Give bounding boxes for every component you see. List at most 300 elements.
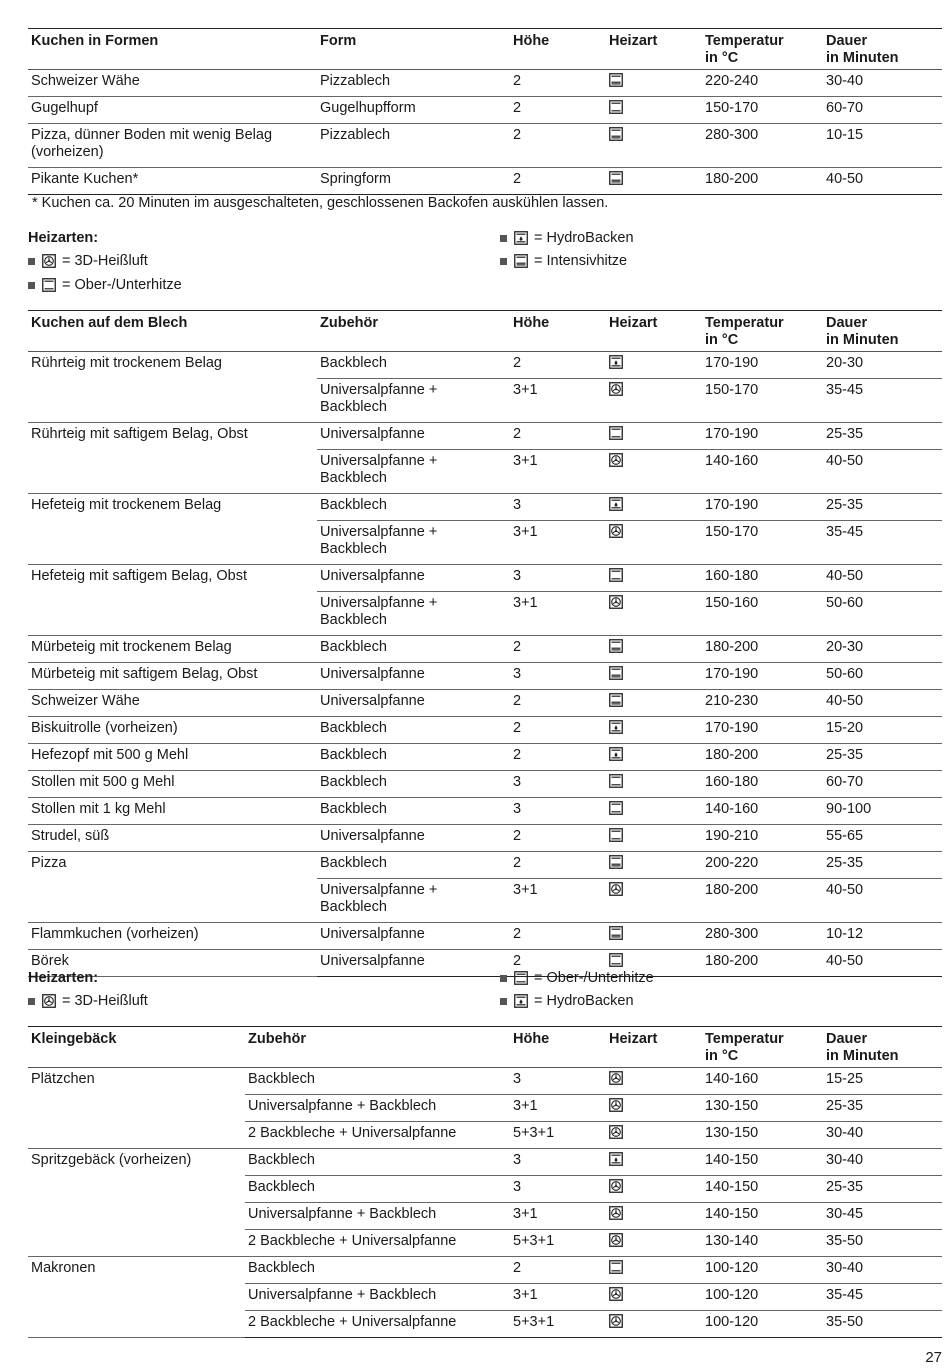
- cell-zubehoer: Universalpfanne + Backblech: [320, 595, 438, 628]
- table-row: [28, 352, 942, 379]
- cell-hoehe: 3+1: [513, 453, 538, 469]
- heizart-cell: [606, 879, 702, 923]
- cell-dauer: 90-100: [826, 801, 872, 817]
- heizart-cell: [606, 825, 702, 852]
- cell-temperatur: 280-300: [705, 926, 759, 942]
- cell-dauer: 25-35: [826, 747, 864, 763]
- table-row: [28, 825, 942, 852]
- bullet-icon: [28, 282, 35, 289]
- cell-hoehe: 2: [513, 1260, 522, 1276]
- table-row: [28, 744, 942, 771]
- heizart-cell: [606, 1149, 702, 1176]
- cell-temperatur: 170-190: [705, 426, 759, 442]
- cell-dauer: 50-60: [826, 595, 864, 611]
- column-header: Höhe: [513, 1031, 550, 1047]
- cell-temperatur: 200-220: [705, 855, 759, 871]
- cell-zubehoer: Universalpfanne + Backblech: [320, 524, 438, 557]
- cell-name: Strudel, süß: [28, 825, 317, 852]
- heizart-cell: [606, 663, 702, 690]
- cell-dauer: 25-35: [826, 1098, 864, 1114]
- cell-name: Pikante Kuchen*: [31, 171, 139, 187]
- cell-dauer: 25-35: [826, 426, 864, 442]
- heizart-cell: [606, 771, 702, 798]
- cell-temperatur: 140-150: [705, 1206, 759, 1222]
- cell-dauer: 10-12: [826, 926, 864, 942]
- cell-name: Hefeteig mit saftigem Belag, Obst: [28, 565, 317, 636]
- cell-dauer: 55-65: [826, 828, 864, 844]
- cell-temperatur: 130-140: [705, 1233, 759, 1249]
- cell-temperatur: 180-200: [705, 747, 759, 763]
- column-header: Zubehör: [248, 1031, 306, 1047]
- 3d-heissluft-icon: [609, 382, 623, 396]
- cell-dauer: 30-40: [826, 1260, 864, 1276]
- cell-temperatur: 150-170: [705, 100, 759, 116]
- cell-name: Flammkuchen (vorheizen): [28, 923, 317, 950]
- heizart-cell: [606, 379, 702, 423]
- ober-unterhitze-icon: [609, 774, 623, 788]
- 3d-heissluft-icon: [609, 595, 623, 609]
- table-row: [28, 690, 942, 717]
- cell-temperatur: 140-160: [705, 1071, 759, 1087]
- column-header: Höhe: [513, 33, 550, 49]
- cell-dauer: 60-70: [826, 774, 864, 790]
- cell-name: Schweizer Wähe: [28, 690, 317, 717]
- cell-hoehe: 3: [513, 1152, 522, 1168]
- heizart-cell: [606, 1284, 702, 1311]
- 3d-heissluft-icon: [609, 524, 623, 538]
- legend-item: [500, 230, 634, 246]
- cell-hoehe: 3: [513, 801, 522, 817]
- heizart-cell: [606, 168, 702, 195]
- column-header: Heizart: [609, 315, 658, 331]
- bullet-icon: [28, 998, 35, 1005]
- heizart-cell: [606, 1230, 702, 1257]
- cell-hoehe: 3: [513, 774, 522, 790]
- cell-name: Makronen: [28, 1257, 245, 1338]
- ober-unterhitze-icon: [514, 971, 528, 985]
- cell-dauer: 30-40: [826, 1152, 864, 1168]
- cell-zubehoer: Backblech: [320, 720, 387, 736]
- cell-dauer: 40-50: [826, 453, 864, 469]
- cell-hoehe: 3+1: [513, 882, 538, 898]
- cell-zubehoer: Backblech: [320, 639, 387, 655]
- page-number: 27: [925, 1349, 942, 1366]
- ober-unterhitze-icon: [609, 426, 623, 440]
- cell-zubehoer: Universalpfanne + Backblech: [248, 1206, 437, 1222]
- table-row: [28, 717, 942, 744]
- bullet-icon: [28, 258, 35, 265]
- heizart-cell: [606, 521, 702, 565]
- cell-name: Hefeteig mit trockenem Belag: [28, 494, 317, 565]
- cell-name: Mürbeteig mit saftigem Belag, Obst: [28, 663, 317, 690]
- cell-hoehe: 2: [513, 100, 522, 116]
- column-header: Temperatur in °C: [705, 33, 784, 66]
- cell-zubehoer: Universalpfanne: [320, 953, 425, 969]
- cell-hoehe: 3: [513, 1179, 522, 1195]
- cell-temperatur: 170-190: [705, 355, 759, 371]
- cell-temperatur: 190-210: [705, 828, 759, 844]
- cell-name: Stollen mit 500 g Mehl: [28, 771, 317, 798]
- cell-temperatur: 180-200: [705, 953, 759, 969]
- 3d-heissluft-icon: [42, 254, 56, 268]
- column-header: Heizart: [609, 1031, 658, 1047]
- cell-temperatur: 180-200: [705, 639, 759, 655]
- heizart-cell: [606, 1122, 702, 1149]
- cell-temperatur: 280-300: [705, 127, 759, 143]
- table-row: [28, 923, 942, 950]
- legend-label: = 3D-Heißluft: [62, 253, 148, 269]
- cell-dauer: 15-25: [826, 1071, 864, 1087]
- bullet-icon: [500, 998, 507, 1005]
- heizart-cell: [606, 97, 702, 124]
- cell-hoehe: 3: [513, 568, 522, 584]
- column-header: Zubehör: [320, 315, 378, 331]
- cell-zubehoer: Universalpfanne: [320, 426, 425, 442]
- cell-zubehoer: Universalpfanne: [320, 828, 425, 844]
- cell-name: Pizza: [28, 852, 317, 923]
- column-header: Kuchen auf dem Blech: [31, 315, 188, 331]
- cell-zubehoer: Universalpfanne: [320, 568, 425, 584]
- legend-item: [28, 253, 148, 269]
- cell-name: Rührteig mit trockenem Belag: [28, 352, 317, 423]
- table-row: [28, 124, 942, 168]
- column-header: Kleingebäck: [31, 1031, 117, 1047]
- cell-temperatur: 210-230: [705, 693, 759, 709]
- cell-hoehe: 3: [513, 497, 522, 513]
- cell-dauer: 50-60: [826, 666, 864, 682]
- heizart-cell: [606, 565, 702, 592]
- intensivhitze-icon: [609, 855, 623, 869]
- table-row: [28, 97, 942, 124]
- ober-unterhitze-icon: [609, 100, 623, 114]
- cell-temperatur: 100-120: [705, 1260, 759, 1276]
- 3d-heissluft-icon: [609, 1125, 623, 1139]
- cell-zubehoer: Backblech: [248, 1260, 315, 1276]
- cell-zubehoer: Backblech: [248, 1152, 315, 1168]
- table-row: [28, 663, 942, 690]
- bullet-icon: [500, 975, 507, 982]
- cell-dauer: 25-35: [826, 497, 864, 513]
- legend-item: [500, 253, 627, 269]
- table-row: [28, 1257, 942, 1284]
- 3d-heissluft-icon: [609, 1233, 623, 1247]
- intensivhitze-icon: [514, 254, 528, 268]
- cell-hoehe: 2: [513, 639, 522, 655]
- cell-zubehoer: Universalpfanne + Backblech: [320, 453, 438, 486]
- intensivhitze-icon: [609, 926, 623, 940]
- cell-hoehe: 5+3+1: [513, 1233, 555, 1249]
- hydrobacken-icon: [514, 231, 528, 245]
- cell-dauer: 15-20: [826, 720, 864, 736]
- 3d-heissluft-icon: [609, 1071, 623, 1085]
- cell-temperatur: 150-160: [705, 595, 759, 611]
- column-header: Form: [320, 33, 357, 49]
- column-header: Höhe: [513, 315, 550, 331]
- heizart-cell: [606, 592, 702, 636]
- cell-dauer: 25-35: [826, 855, 864, 871]
- cell-hoehe: 3+1: [513, 1206, 538, 1222]
- table-row: [28, 636, 942, 663]
- cell-name: Schweizer Wähe: [31, 73, 140, 89]
- cell-hoehe: 2: [513, 171, 522, 187]
- cell-dauer: 35-45: [826, 524, 864, 540]
- cell-dauer: 35-45: [826, 382, 864, 398]
- cell-dauer: 40-50: [826, 882, 864, 898]
- table-header-row: [28, 311, 942, 352]
- cell-hoehe: 3: [513, 1071, 522, 1087]
- cell-temperatur: 140-150: [705, 1179, 759, 1195]
- cell-zubehoer: 2 Backbleche + Universalpfanne: [248, 1233, 457, 1249]
- cell-dauer: 60-70: [826, 100, 864, 116]
- table-kuchen-auf-dem-blech: [28, 310, 942, 977]
- heizart-cell: [606, 450, 702, 494]
- cell-temperatur: 180-200: [705, 171, 759, 187]
- cell-name: Rührteig mit saftigem Belag, Obst: [28, 423, 317, 494]
- footnote: * Kuchen ca. 20 Minuten im ausgeschalteten, geschlossenen Backofen auskühlen lassen.: [32, 195, 609, 211]
- legend-label: = Ober-/Unterhitze: [534, 970, 654, 986]
- 3d-heissluft-icon: [609, 1314, 623, 1328]
- hydrobacken-icon: [609, 747, 623, 761]
- cell-temperatur: 130-150: [705, 1098, 759, 1114]
- hydrobacken-icon: [609, 720, 623, 734]
- 3d-heissluft-icon: [609, 882, 623, 896]
- cell-zubehoer: Backblech: [248, 1071, 315, 1087]
- heizart-cell: [606, 1203, 702, 1230]
- cell-temperatur: 150-170: [705, 382, 759, 398]
- table-row: [28, 423, 942, 450]
- cell-temperatur: 170-190: [705, 497, 759, 513]
- table-row: [28, 168, 942, 195]
- cell-temperatur: 140-160: [705, 453, 759, 469]
- 3d-heissluft-icon: [609, 1179, 623, 1193]
- cell-dauer: 40-50: [826, 693, 864, 709]
- cell-form: Pizzablech: [320, 73, 391, 89]
- cell-temperatur: 150-170: [705, 524, 759, 540]
- column-header: Temperatur in °C: [705, 1031, 784, 1064]
- cell-dauer: 35-45: [826, 1287, 864, 1303]
- heizart-cell: [606, 717, 702, 744]
- legend-item: [28, 277, 182, 293]
- cell-hoehe: 2: [513, 127, 522, 143]
- ober-unterhitze-icon: [609, 1260, 623, 1274]
- cell-hoehe: 2: [513, 855, 522, 871]
- cell-zubehoer: Backblech: [248, 1179, 315, 1195]
- cell-name: Mürbeteig mit trockenem Belag: [28, 636, 317, 663]
- heizart-cell: [606, 923, 702, 950]
- cell-temperatur: 170-190: [705, 720, 759, 736]
- cell-zubehoer: Backblech: [320, 774, 387, 790]
- 3d-heissluft-icon: [42, 994, 56, 1008]
- table-row: [28, 1068, 942, 1095]
- cell-hoehe: 2: [513, 747, 522, 763]
- table-header-row: [28, 1027, 942, 1068]
- cell-temperatur: 160-180: [705, 774, 759, 790]
- legend-item: [28, 993, 148, 1009]
- cell-name: Stollen mit 1 kg Mehl: [28, 798, 317, 825]
- heizart-cell: [606, 852, 702, 879]
- cell-form: Gugelhupfform: [320, 100, 416, 116]
- cell-name: Pizza, dünner Boden mit wenig Belag (vorheizen): [31, 127, 273, 160]
- heizart-cell: [606, 494, 702, 521]
- cell-dauer: 40-50: [826, 953, 864, 969]
- cell-form: Springform: [320, 171, 391, 187]
- heizart-cell: [606, 124, 702, 168]
- cell-zubehoer: Universalpfanne + Backblech: [320, 882, 438, 915]
- legend-item: [500, 970, 654, 986]
- ober-unterhitze-icon: [609, 953, 623, 967]
- cell-dauer: 30-40: [826, 1125, 864, 1141]
- cell-zubehoer: Universalpfanne: [320, 666, 425, 682]
- 3d-heissluft-icon: [609, 1098, 623, 1112]
- cell-hoehe: 3: [513, 666, 522, 682]
- cell-hoehe: 2: [513, 426, 522, 442]
- cell-zubehoer: Universalpfanne: [320, 693, 425, 709]
- column-header: Temperatur in °C: [705, 315, 784, 348]
- 3d-heissluft-icon: [609, 453, 623, 467]
- cell-hoehe: 2: [513, 720, 522, 736]
- intensivhitze-icon: [609, 171, 623, 185]
- hydrobacken-icon: [609, 355, 623, 369]
- cell-dauer: 30-45: [826, 1206, 864, 1222]
- cell-hoehe: 2: [513, 355, 522, 371]
- cell-zubehoer: Backblech: [320, 801, 387, 817]
- intensivhitze-icon: [609, 666, 623, 680]
- cell-hoehe: 2: [513, 73, 522, 89]
- cell-zubehoer: Universalpfanne + Backblech: [320, 382, 438, 415]
- cell-zubehoer: Backblech: [320, 355, 387, 371]
- cell-hoehe: 5+3+1: [513, 1314, 555, 1330]
- cell-dauer: 25-35: [826, 1179, 864, 1195]
- cell-dauer: 30-40: [826, 73, 864, 89]
- legend-title: Heizarten:: [28, 230, 99, 246]
- cell-zubehoer: Universalpfanne + Backblech: [248, 1098, 437, 1114]
- cell-zubehoer: Backblech: [320, 497, 387, 513]
- ober-unterhitze-icon: [609, 568, 623, 582]
- table-kleingebaeck: [28, 1026, 942, 1338]
- cell-temperatur: 180-200: [705, 882, 759, 898]
- table-row: [28, 771, 942, 798]
- hydrobacken-icon: [609, 1152, 623, 1166]
- cell-dauer: 40-50: [826, 171, 864, 187]
- cell-dauer: 10-15: [826, 127, 864, 143]
- cell-name: Börek: [28, 950, 317, 977]
- column-header: Dauer in Minuten: [826, 33, 899, 66]
- cell-name: Plätzchen: [28, 1068, 245, 1149]
- cell-hoehe: 3+1: [513, 595, 538, 611]
- ober-unterhitze-icon: [42, 278, 56, 292]
- intensivhitze-icon: [609, 639, 623, 653]
- legend-label: = 3D-Heißluft: [62, 993, 148, 1009]
- heizart-cell: [606, 352, 702, 379]
- cell-hoehe: 2: [513, 953, 522, 969]
- cell-hoehe: 2: [513, 693, 522, 709]
- cell-form: Pizzablech: [320, 127, 391, 143]
- table-row: [28, 950, 942, 977]
- column-header: Heizart: [609, 33, 658, 49]
- heizart-cell: [606, 690, 702, 717]
- heizart-cell: [606, 1311, 702, 1338]
- legend-item: [500, 993, 634, 1009]
- heizart-cell: [606, 1068, 702, 1095]
- intensivhitze-icon: [609, 693, 623, 707]
- ober-unterhitze-icon: [609, 801, 623, 815]
- legend-title: Heizarten:: [28, 970, 99, 986]
- table-header-row: [28, 29, 942, 70]
- heizart-cell: [606, 70, 702, 97]
- heizart-cell: [606, 1257, 702, 1284]
- 3d-heissluft-icon: [609, 1206, 623, 1220]
- cell-temperatur: 100-120: [705, 1314, 759, 1330]
- cell-hoehe: 3+1: [513, 524, 538, 540]
- heizart-cell: [606, 423, 702, 450]
- cell-hoehe: 3+1: [513, 1287, 538, 1303]
- cell-temperatur: 170-190: [705, 666, 759, 682]
- bullet-icon: [500, 235, 507, 242]
- heizart-cell: [606, 1176, 702, 1203]
- legend-label: = HydroBacken: [534, 993, 634, 1009]
- hydrobacken-icon: [609, 497, 623, 511]
- column-header: Kuchen in Formen: [31, 33, 159, 49]
- cell-temperatur: 220-240: [705, 73, 759, 89]
- column-header: Dauer in Minuten: [826, 315, 899, 348]
- legend-label: = Intensivhitze: [534, 253, 628, 269]
- cell-name: Hefezopf mit 500 g Mehl: [28, 744, 317, 771]
- cell-hoehe: 3+1: [513, 382, 538, 398]
- cell-zubehoer: Backblech: [320, 747, 387, 763]
- cell-temperatur: 130-150: [705, 1125, 759, 1141]
- cell-name: Spritzgebäck (vorheizen): [28, 1149, 245, 1257]
- hydrobacken-icon: [514, 994, 528, 1008]
- table-row: [28, 494, 942, 521]
- cell-zubehoer: 2 Backbleche + Universalpfanne: [248, 1314, 457, 1330]
- 3d-heissluft-icon: [609, 1287, 623, 1301]
- intensivhitze-icon: [609, 127, 623, 141]
- table-row: [28, 70, 942, 97]
- cell-name: Biskuitrolle (vorheizen): [28, 717, 317, 744]
- cell-temperatur: 160-180: [705, 568, 759, 584]
- cell-hoehe: 2: [513, 828, 522, 844]
- column-header: Dauer in Minuten: [826, 1031, 899, 1064]
- cell-dauer: 20-30: [826, 639, 864, 655]
- bullet-icon: [500, 258, 507, 265]
- cell-zubehoer: Backblech: [320, 855, 387, 871]
- cell-name: Gugelhupf: [31, 100, 98, 116]
- cell-hoehe: 5+3+1: [513, 1125, 555, 1141]
- table-row: [28, 798, 942, 825]
- cell-hoehe: 3+1: [513, 1098, 538, 1114]
- heizart-cell: [606, 1095, 702, 1122]
- heizart-cell: [606, 636, 702, 663]
- cell-zubehoer: Universalpfanne + Backblech: [248, 1287, 437, 1303]
- table-row: [28, 1149, 942, 1176]
- table-row: [28, 852, 942, 879]
- cell-dauer: 35-50: [826, 1314, 864, 1330]
- cell-zubehoer: 2 Backbleche + Universalpfanne: [248, 1125, 457, 1141]
- cell-temperatur: 140-160: [705, 801, 759, 817]
- table-row: [28, 565, 942, 592]
- cell-hoehe: 2: [513, 926, 522, 942]
- heizart-cell: [606, 744, 702, 771]
- cell-temperatur: 140-150: [705, 1152, 759, 1168]
- cell-dauer: 40-50: [826, 568, 864, 584]
- intensivhitze-icon: [609, 73, 623, 87]
- cell-dauer: 20-30: [826, 355, 864, 371]
- legend-label: = HydroBacken: [534, 230, 634, 246]
- legend-label: = Ober-/Unterhitze: [62, 277, 182, 293]
- cell-dauer: 35-50: [826, 1233, 864, 1249]
- ober-unterhitze-icon: [609, 828, 623, 842]
- table-kuchen-in-formen: [28, 28, 942, 195]
